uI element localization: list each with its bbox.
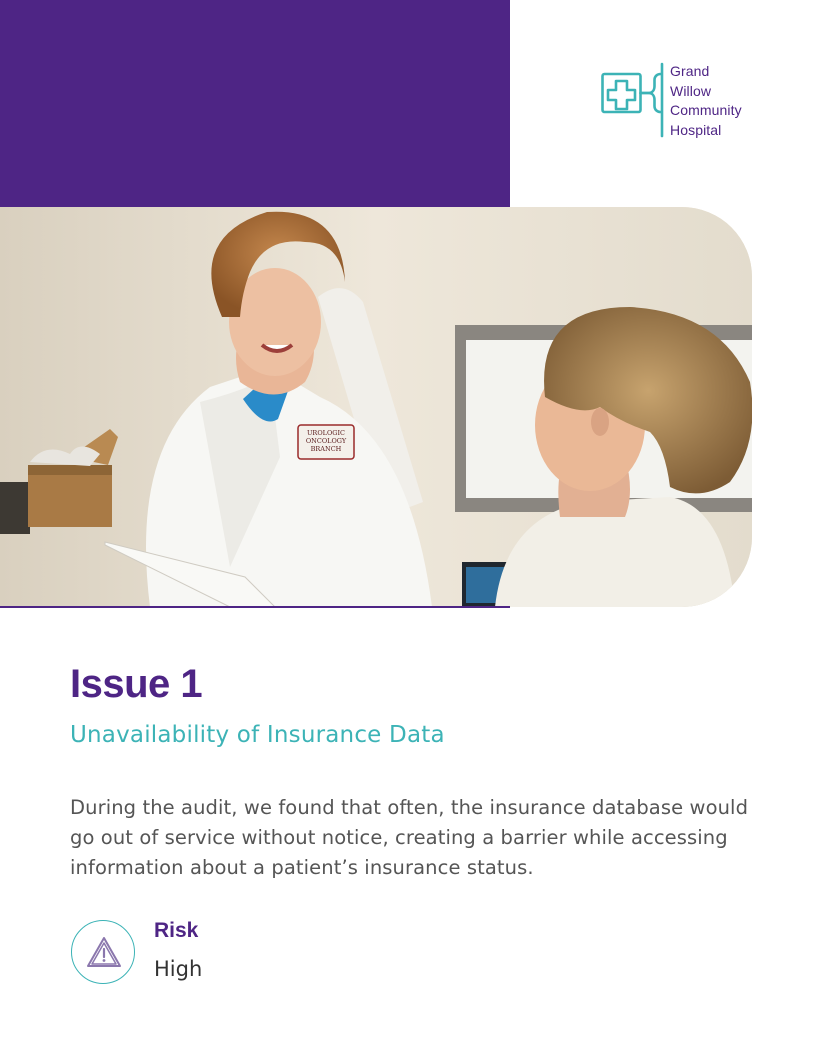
logo-line: Grand	[670, 63, 710, 79]
logo-wordmark	[670, 62, 742, 140]
hospital-cross-icon	[601, 62, 667, 138]
badge-line: BRANCH	[310, 445, 342, 453]
warning-triangle-icon	[85, 935, 123, 969]
issue-description: During the audit, we found that often, the insurance database would go out of service without notice, creating a barrier while accessing information about a patient’s insurance status.	[70, 796, 749, 879]
hero-photo	[0, 207, 752, 607]
hospital-logo	[601, 62, 781, 140]
logo-line: Willow	[670, 82, 712, 99]
issue-subtitle: Unavailability of Insurance Data	[70, 722, 445, 748]
risk-label: Risk	[154, 919, 199, 942]
photo-underline	[0, 606, 510, 608]
badge-line: UROLOGIC	[306, 429, 346, 437]
logo-line: Hospital	[670, 121, 722, 138]
badge-line: ONCOLOGY	[305, 437, 347, 445]
issue-title: Issue 1	[70, 662, 203, 706]
risk-value: High	[154, 957, 203, 981]
header-color-block	[0, 0, 510, 207]
logo-line: Community	[670, 102, 742, 118]
risk-icon-badge	[71, 920, 135, 984]
